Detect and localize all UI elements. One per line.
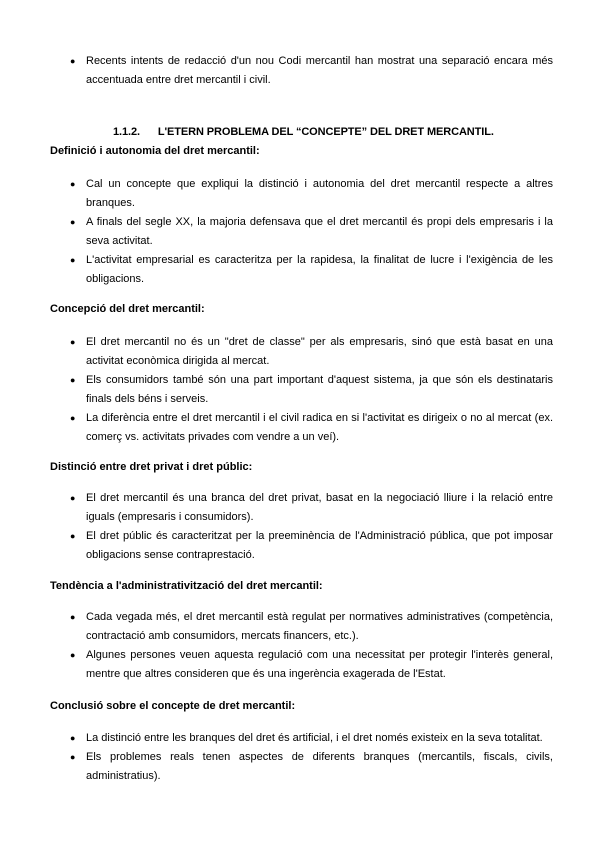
section-list-concepcio: [0, 333, 600, 447]
bullet-icon: ●: [70, 255, 76, 265]
list-item: ● Cada vegada més, el dret mercantil està regulat per normatives administratives (competència, contractació amb consumidors, mercats financers, etc.).: [0, 608, 600, 646]
bullet-icon: ●: [70, 612, 76, 622]
subsection-number: 1.1.2.: [113, 126, 140, 138]
section-title-conclusio: Conclusió sobre el concepte de dret mercantil:: [50, 700, 296, 712]
section-title-definicio: Definició i autonomia del dret mercantil:: [50, 145, 260, 157]
list-item: ● Els consumidors també són una part important d'aquest sistema, ja que són els destinataris finals dels béns i serveis.: [0, 371, 600, 409]
bullet-icon: ●: [70, 375, 76, 385]
bullet-icon: ●: [70, 531, 76, 541]
section-title-tendencia: Tendència a l'administrativització del dret mercantil:: [50, 580, 323, 592]
bullet-icon: ●: [70, 733, 76, 743]
bullet-icon: ●: [70, 337, 76, 347]
list-item: ● Recents intents de redacció d'un nou Codi mercantil han mostrat una separació encara més accentuada entre dret mercantil i civil.: [0, 52, 600, 90]
section-list-tendencia: [0, 608, 600, 684]
list-item: ● El dret mercantil no és un "dret de classe" per als empresaris, sinó que està basat en una activitat econòmica dirigida al mercat.: [0, 333, 600, 371]
list-item: ● El dret mercantil és una branca del dret privat, basat en la negociació lliure i la relació entre iguals (empresaris i consumidors).: [0, 489, 600, 527]
section-list-conclusio: [0, 729, 600, 786]
subsection-heading: [0, 123, 600, 142]
bullet-icon: ●: [70, 650, 76, 660]
subsection-title: L'ETERN PROBLEMA DEL “CONCEPTE” DEL DRET MERCANTIL.: [157, 126, 494, 138]
section-list-distincio: [0, 489, 600, 565]
list-item: ● Els problemes reals tenen aspectes de diferents branques (mercantils, fiscals, civils, administratius).: [0, 748, 600, 786]
bullet-icon: ●: [70, 179, 76, 189]
bullet-icon: ●: [70, 413, 76, 423]
bullet-icon: ●: [70, 752, 76, 762]
bullet-icon: ●: [70, 56, 76, 66]
list-item: ● El dret públic és caracteritzat per la preeminència de l'Administració pública, que pot imposar obligacions sense contraprestació.: [0, 527, 600, 565]
list-item: ● La diferència entre el dret mercantil i el civil radica en si l'activitat es dirigeix o no al mercat (ex. comerç vs. activitats privades com vendre a un veí).: [0, 409, 600, 447]
list-item: ● L'activitat empresarial es caracteritza per la rapidesa, la finalitat de lucre i l'exigència de les obligacions.: [0, 251, 600, 289]
section-title-concepcio: Concepció del dret mercantil:: [50, 303, 205, 315]
section-title-distincio: Distinció entre dret privat i dret públic:: [50, 461, 253, 473]
section-list-definicio: [0, 175, 600, 289]
intro-list: [0, 52, 600, 90]
bullet-icon: ●: [70, 493, 76, 503]
list-item: ● Cal un concepte que expliqui la distinció i autonomia del dret mercantil respecte a altres branques.: [0, 175, 600, 213]
bullet-icon: ●: [70, 217, 76, 227]
list-item: ● La distinció entre les branques del dret és artificial, i el dret només existeix en la seva totalitat.: [0, 729, 600, 748]
list-item: ● A finals del segle XX, la majoria defensava que el dret mercantil és propi dels empresaris i la seva activitat.: [0, 213, 600, 251]
list-item: ● Algunes persones veuen aquesta regulació com una necessitat per protegir l'interès general, mentre que altres consideren que és una ingerència exagerada de l'Estat.: [0, 646, 600, 684]
